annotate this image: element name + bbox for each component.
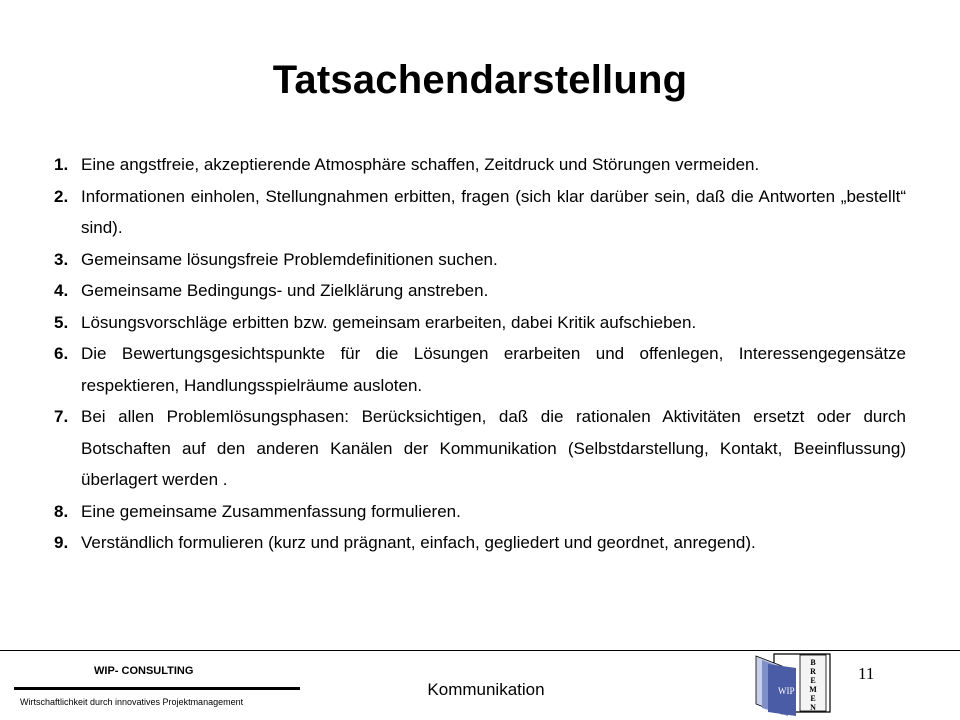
page-number: 11 — [858, 664, 875, 683]
logo-letter: R — [810, 667, 816, 676]
logo-letter: B — [810, 658, 816, 667]
wip-bremen-logo — [752, 652, 832, 718]
item-number: 8. — [54, 501, 69, 521]
list-item — [54, 496, 906, 528]
item-text: Eine angstfreie, akzeptierende Atmosphäre schaffen, Zeitdruck und Störungen vermeiden. — [81, 155, 760, 174]
logo-wip-text: WIP — [778, 686, 795, 696]
item-number: 7. — [54, 407, 69, 426]
list-item — [54, 181, 906, 244]
item-number: 9. — [54, 533, 69, 552]
logo-letter: M — [809, 685, 817, 694]
item-number: 4. — [54, 281, 69, 300]
list-item — [54, 401, 906, 496]
item-text: Informationen einholen, Stellungnahmen erbitten, fragen (sich klar darüber sein, daß die Antworten „bestellt“ sind). — [81, 186, 906, 237]
section-label: Kommunikation — [427, 680, 545, 699]
item-number: 1. — [54, 155, 69, 174]
logo-letter: N — [810, 703, 816, 712]
item-number: 6. — [54, 344, 69, 363]
item-text: Die Bewertungsgesichtspunkte für die Lösungen erarbeiten und offenlegen, Interessengegensätze respektieren, Handlungsspielräume ausloten. — [81, 344, 906, 395]
item-number: 3. — [54, 249, 69, 269]
item-text: Eine gemeinsame Zusammenfassung formulieren. — [81, 501, 461, 521]
item-number: 5. — [54, 312, 69, 332]
logo-letter: E — [810, 676, 816, 685]
list-item — [54, 338, 906, 401]
item-list — [54, 149, 906, 559]
slide-title: Tatsachendarstellung — [272, 58, 688, 102]
company-tagline: Wirtschaftlichkeit durch innovatives Projektmanagement — [20, 697, 244, 707]
item-text: Bei allen Problemlösungsphasen: Berücksichtigen, daß die rationalen Aktivitäten ersetzt oder durch Botschaften auf den anderen Kanälen der Kommunikation (Selbstdarstellung, Kontakt, Beeinflussung) überlagert werden . — [81, 407, 906, 489]
logo-letter: E — [810, 694, 816, 703]
list-item — [54, 307, 906, 339]
item-text: Gemeinsame Bedingungs- und Zielklärung anstreben. — [81, 281, 489, 300]
item-number: 2. — [54, 186, 69, 206]
item-text: Lösungsvorschläge erbitten bzw. gemeinsam erarbeiten, dabei Kritik aufschieben. — [81, 312, 697, 332]
list-item — [54, 244, 906, 276]
item-text: Verständlich formulieren (kurz und prägnant, einfach, gegliedert und geordnet, anregend). — [81, 533, 756, 552]
list-item — [54, 149, 906, 181]
footer-divider — [0, 650, 960, 651]
company-name: WIP- CONSULTING — [94, 665, 194, 677]
item-text: Gemeinsame lösungsfreie Problemdefinitionen suchen. — [81, 249, 498, 269]
list-item — [54, 275, 906, 307]
list-item — [54, 527, 906, 559]
